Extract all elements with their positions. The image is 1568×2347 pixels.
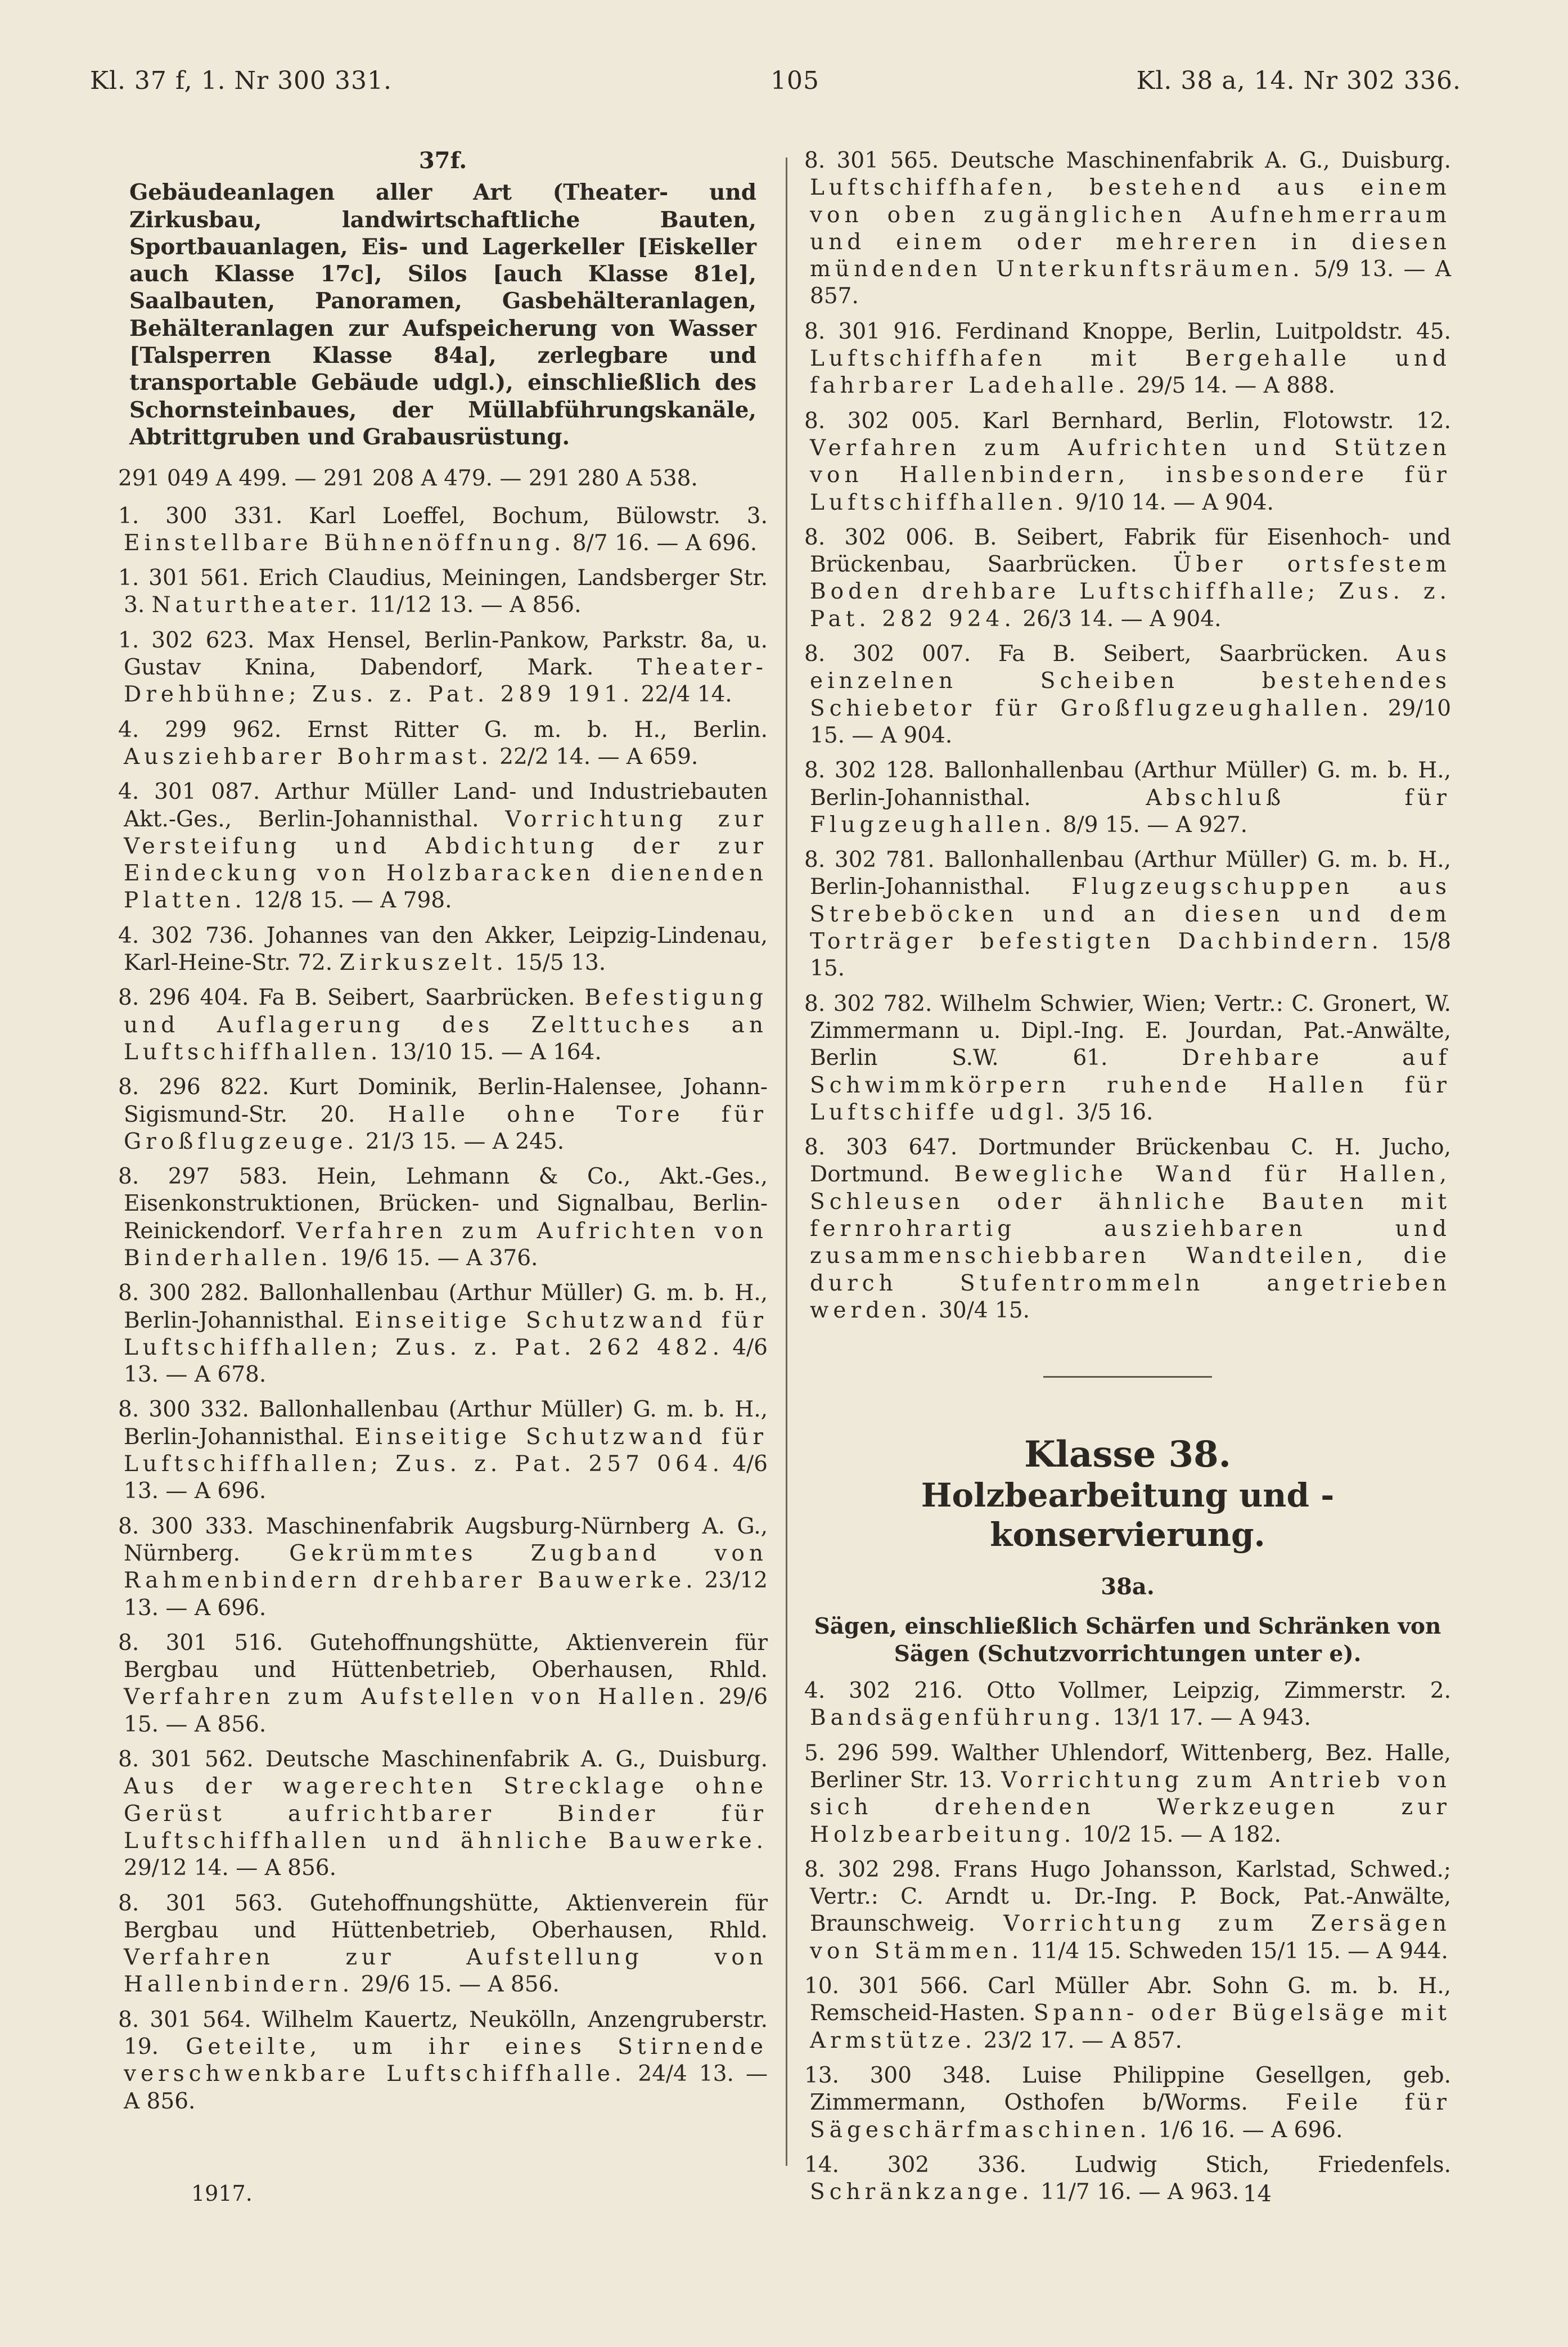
patent-holder: 13. 300 348. Luise Philippine Gesellgen, geb. Zimmermann, Osthofen b/Worms. <box>804 2062 1451 2116</box>
patent-date: 29/6 15. — A 856. <box>361 1972 560 1998</box>
patent-title: Abschluß für Flugzeughallen. <box>810 785 1451 838</box>
patent-title: Bandsägenführung. <box>810 1705 1106 1731</box>
patent-title: Geteilte, um ihr eines Stirnende verschwenkbare Luftschiffhalle. <box>124 2034 768 2087</box>
patent-title: Aus der wagerechten Strecklage ohne Gerüst aufrichtbarer Binder für Luftschiffhallen und ähnliche Bauwerke. <box>124 1774 768 1854</box>
patent-entry <box>804 1856 1451 1965</box>
patent-date: 24/4 13. — A 856. <box>124 2061 768 2114</box>
patent-title: Naturtheater. <box>151 592 362 618</box>
patent-entry <box>804 408 1451 516</box>
patent-holder: 1. 300 331. Karl Loeffel, Bochum, Bülowstr. 3. <box>118 503 768 529</box>
patent-date: 3/5 16. <box>1076 1099 1154 1125</box>
patent-title: Flugzeugschuppen aus Strebeböcken und an diesen und dem Torträger befestigten Dachbindern. <box>810 874 1451 955</box>
patent-title: Gekrümmtes Zugband von Rahmenbindern drehbarer Bauwerke. <box>124 1540 768 1594</box>
patent-date: 8/7 16. — A 696. <box>572 530 758 556</box>
patent-date: 11/7 16. — A 963. <box>1040 2179 1240 2205</box>
patent-date: 22/2 14. — A 659. <box>499 744 699 770</box>
patent-list-38a <box>804 1678 1451 2206</box>
patent-title: Zirkuszelt. <box>339 950 508 976</box>
patent-holder: 8. 302 005. Karl Bernhard, Berlin, Flotowstr. 12. <box>804 408 1451 434</box>
patent-date: 15/8 15. <box>810 929 1451 982</box>
patent-holder: 8. 303 647. Dortmunder Brückenbau C. H. Jucho, Dortmund. <box>804 1135 1451 1188</box>
patent-date: 13/10 15. — A 164. <box>389 1039 602 1065</box>
patent-entry <box>804 991 1451 1126</box>
patent-title: Vorrichtung zum Antrieb von sich drehenden Werkzeugen zur Holzbearbeitung. <box>810 1767 1451 1847</box>
patent-title: Verfahren zum Aufrichten und Stützen von Hallenbindern, insbesondere für Luftschiffhallen. <box>810 435 1451 515</box>
patent-entry <box>118 717 768 771</box>
patent-holder: 8. 301 563. Gutehoffnungshütte, Aktienverein für Bergbau und Hüttenbetrieb, Oberhausen, Rhld. <box>118 1890 768 1943</box>
section-heading: Gebäudeanlagen aller Art (Theater- und Zirkusbau, landwirtschaftliche Bauten, Sportbauanlagen, Eis- und Lagerkeller [Eiskeller auch Klasse 17c], Silos [auch Klasse 81e], Saalbauten, Panoramen, Gasbehälteranlagen, Behälteranlagen zur Aufspeicherung von Wasser [Talsperren Klasse 84a], zerlegbare und transportable Gebäude udgl.), einschließlich des Schornsteinbaues, der Müllabführungskanäle, Abtrittgruben und Grabausrüstung. <box>129 179 756 450</box>
patent-date: 22/4 14. <box>641 682 732 708</box>
patent-entry <box>804 641 1451 749</box>
patent-entry <box>118 1163 768 1272</box>
patent-entry <box>804 147 1451 311</box>
left-column <box>118 147 768 2123</box>
patent-entry <box>118 627 768 709</box>
patent-date: 10/2 15. — A 182. <box>1082 1822 1281 1847</box>
patent-title: Befestigung und Auflagerung des Zelttuches an Luftschiffhallen. <box>124 985 768 1065</box>
patent-date: 9/10 14. — A 904. <box>1075 489 1274 515</box>
patent-date: 1/6 16. — A 696. <box>1158 2117 1343 2143</box>
patent-holder: 14. 302 336. Ludwig Stich, Friedenfels. <box>804 2152 1451 2178</box>
patent-holder: 4. 302 216. Otto Vollmer, Leipzig, Zimmerstr. 2. <box>804 1678 1451 1704</box>
patent-title: Halle ohne Tore für Großflugzeuge. <box>124 1101 768 1154</box>
column-divider <box>786 158 787 2166</box>
patent-entry <box>118 503 768 557</box>
klasse-subtitle: Holzbearbeitung und -konservierung. <box>921 1476 1335 1554</box>
patent-entry <box>118 1513 768 1622</box>
patent-title: Spann- oder Bügelsäge mit Armstütze. <box>810 2000 1451 2053</box>
patent-entry <box>804 847 1451 982</box>
patent-date: 19/6 15. — A 376. <box>339 1245 538 1271</box>
section-38a-title: Sägen, einschließlich Schärfen und Schränken von Sägen (Schutzvorrichtungen unter e). <box>814 1613 1441 1667</box>
patent-holder: 8. 300 333. Maschinenfabrik Augsburg-Nürnberg A. G., Nürnberg. <box>118 1513 768 1566</box>
patent-date: 8/9 15. — A 927. <box>1062 812 1248 838</box>
patent-holder: 4. 301 087. Arthur Müller Land- und Industriebauten Akt.-Ges., Berlin-Johannisthal. <box>118 779 768 832</box>
patent-entry <box>804 524 1451 633</box>
patent-holder: 8. 302 007. Fa B. Seibert, Saarbrücken. <box>804 641 1369 667</box>
patent-entry <box>118 1630 768 1738</box>
patent-title: Einseitige Schutzwand für Luftschiffhallen; Zus. z. Pat. 257 064. <box>124 1424 768 1477</box>
patent-entry <box>118 565 768 619</box>
section-rule <box>1043 1376 1212 1378</box>
patent-date: 11/4 15. Schweden 15/1 15. — A 944. <box>1030 1938 1448 1964</box>
cross-references: 291 049 A 499. — 291 208 A 479. — 291 280 A 538. <box>118 466 698 492</box>
patent-holder: 8. 300 282. Ballonhallenbau (Arthur Müller) G. m. b. H., Berlin-Johannisthal. <box>118 1280 768 1333</box>
patent-entry <box>804 2152 1451 2206</box>
patent-entry <box>118 984 768 1066</box>
patent-date: 4/6 13. — A 696. <box>124 1451 768 1504</box>
patent-date: 29/10 15. — A 904. <box>810 695 1452 748</box>
patent-entry <box>804 1973 1451 2054</box>
patent-date: 30/4 15. <box>939 1297 1030 1323</box>
section-38a: 38a. <box>1101 1573 1155 1600</box>
section-37f: 37f. <box>418 147 467 174</box>
patent-title: Aus einzelnen Scheiben bestehendes Schiebetor für Großflugzeughallen. <box>810 641 1451 721</box>
patent-holder: 8. 296 822. Kurt Dominik, Berlin-Halensee, Johann-Sigismund-Str. 20. <box>118 1074 768 1127</box>
patent-title: Luftschiffhafen mit Bergehalle und fahrbarer Ladehalle. <box>810 346 1451 399</box>
patent-holder: 8. 302 298. Frans Hugo Johansson, Karlstad, Schwed.; Vertr.: C. Arndt u. Dr.-Ing. P. Bock, Pat.-Anwälte, Braunschweig. <box>804 1856 1451 1937</box>
patent-entry <box>118 1074 768 1155</box>
patent-entry <box>804 1678 1451 1732</box>
patent-date: 23/2 17. — A 857. <box>983 2027 1182 2053</box>
patent-holder: 8. 301 562. Deutsche Maschinenfabrik A. G., Duisburg. <box>118 1747 768 1773</box>
patent-entry <box>118 1890 768 1999</box>
patent-date: 4/6 13. — A 678. <box>124 1334 768 1388</box>
patent-title: Vorrichtung zur Versteifung und Abdichtung der zur Eindeckung von Holzbaracken dienenden Platten. <box>124 806 768 914</box>
patent-title: Verfahren zum Aufrichten von Binderhallen. <box>124 1218 768 1271</box>
patent-title: Bewegliche Wand für Hallen, Schleusen oder ähnliche Bauten mit fernrohrartig ausziehbaren und zusammenschiebbaren Wandteilen, die durch Stufentrommeln angetrieben werden. <box>810 1162 1451 1323</box>
patent-date: 26/3 14. — A 904. <box>1022 606 1222 632</box>
patent-date: 15/5 13. <box>515 950 606 976</box>
patent-holder: 10. 301 566. Carl Müller Abr. Sohn G. m. b. H., Remscheid-Hasten. <box>804 1973 1451 2026</box>
patent-entry <box>804 757 1451 839</box>
patent-entry <box>118 923 768 977</box>
patent-holder: 8. 297 583. Hein, Lehmann & Co., Akt.-Ges., Eisenkonstruktionen, Brücken- und Signalbau, Berlin-Reinickendorf. <box>118 1164 768 1244</box>
patent-title: Einstellbare Bühnenöffnung. <box>124 530 566 556</box>
patent-holder: 8. 300 332. Ballonhallenbau (Arthur Müller) G. m. b. H., Berlin-Johannisthal. <box>118 1397 768 1450</box>
patent-date: 13/1 17. — A 943. <box>1112 1705 1311 1731</box>
patent-entry <box>804 1134 1451 1324</box>
patent-entry <box>804 1740 1451 1849</box>
patent-date: 29/12 14. — A 856. <box>124 1855 337 1881</box>
patent-holder: 8. 302 781. Ballonhallenbau (Arthur Müller) G. m. b. H., Berlin-Johannisthal. <box>804 847 1451 900</box>
page-number: 105 <box>771 66 819 95</box>
header-right: Kl. 38 a, 14. Nr 302 336. <box>1136 66 1461 95</box>
patent-title: Über ortsfestem Boden drehbare Luftschiffhalle; Zus. z. Pat. 282 924. <box>810 552 1451 632</box>
patent-title: Feile für Sägeschärfmaschinen. <box>810 2090 1451 2143</box>
patent-entry <box>118 779 768 914</box>
footer-year: 1917. <box>191 2181 253 2206</box>
patent-holder: 8. 301 916. Ferdinand Knoppe, Berlin, Luitpoldstr. 45. <box>804 318 1451 344</box>
patent-date: 29/6 15. — A 856. <box>124 1684 768 1737</box>
patent-title: Verfahren zum Aufstellen von Hallen. <box>124 1684 710 1710</box>
patent-holder: 8. 301 516. Gutehoffnungshütte, Aktienverein für Bergbau und Hüttenbetrieb, Oberhausen, Rhld. <box>118 1630 768 1683</box>
patent-entry <box>118 2007 768 2115</box>
patent-title: Drehbare auf Schwimmkörpern ruhende Hallen für Luftschiffe udgl. <box>810 1045 1451 1125</box>
klasse-title: Klasse 38. <box>1024 1433 1231 1476</box>
patent-date: 11/12 13. — A 856. <box>368 592 582 618</box>
patent-date: 23/12 13. — A 696. <box>124 1568 768 1621</box>
patent-holder: 8. 302 128. Ballonhallenbau (Arthur Müller) G. m. b. H., Berlin-Johannisthal. <box>804 758 1451 811</box>
patent-holder: 1. 301 561. Erich Claudius, Meiningen, Landsberger Str. 3. <box>118 565 768 618</box>
patent-holder: 1. 302 623. Max Hensel, Berlin-Pankow, Parkstr. 8a, u. Gustav Knina, Dabendorf, Mark. <box>118 627 768 681</box>
patent-title: Schränkzange. <box>810 2179 1034 2205</box>
patent-title: Luftschiffhafen, bestehend aus einem von oben zugänglichen Aufnehmerraum und einem oder mehreren in diesen mündenden Unterkunftsräumen. <box>810 175 1451 282</box>
patent-holder: 4. 299 962. Ernst Ritter G. m. b. H., Berlin. <box>118 717 768 743</box>
patent-title: Vorrichtung zum Zersägen von Stämmen. <box>810 1911 1451 1964</box>
patent-holder: 8. 302 782. Wilhelm Schwier, Wien; Vertr.: C. Gronert, W. Zimmermann u. Dipl.-Ing. E. Jourdan, Pat.-Anwälte, Berlin S.W. 61. <box>804 991 1451 1071</box>
patent-entry <box>804 318 1451 400</box>
patent-holder: 8. 301 564. Wilhelm Kauertz, Neukölln, Anzengruberstr. 19. <box>118 2007 768 2060</box>
patent-list-37f-cont <box>804 147 1451 1324</box>
patent-title: Verfahren zur Aufstellung von Hallenbindern. <box>124 1945 768 1998</box>
patent-title: Ausziehbarer Bohrmast. <box>124 744 493 770</box>
patent-list-37f <box>118 503 768 2115</box>
right-column <box>804 147 1451 2214</box>
footer-signature: 14 <box>1243 2181 1272 2207</box>
patent-entry <box>118 1746 768 1882</box>
patent-holder: 8. 301 565. Deutsche Maschinenfabrik A. G., Duisburg. <box>804 148 1451 173</box>
patent-date: 29/5 14. — A 888. <box>1136 373 1336 399</box>
patent-title: Theater-Drehbühne; Zus. z. Pat. 289 191. <box>124 655 768 708</box>
patent-holder: 4. 302 736. Johannes van den Akker, Leipzig-Lindenau, Karl-Heine-Str. 72. <box>118 923 768 976</box>
header-left: Kl. 37 f, 1. Nr 300 331. <box>90 66 393 95</box>
patent-entry <box>118 1396 768 1505</box>
patent-entry <box>118 1280 768 1388</box>
patent-date: 12/8 15. — A 798. <box>253 888 452 914</box>
patent-holder: 8. 296 404. Fa B. Seibert, Saarbrücken. <box>118 985 575 1011</box>
patent-holder: 8. 302 006. B. Seibert, Fabrik für Eisenhoch- und Brückenbau, Saarbrücken. <box>804 524 1451 578</box>
patent-date: 21/3 15. — A 245. <box>365 1128 565 1154</box>
patent-entry <box>804 2062 1451 2144</box>
patent-holder: 5. 296 599. Walther Uhlendorf, Wittenberg, Bez. Halle, Berliner Str. 13. <box>804 1740 1451 1793</box>
patent-title: Einseitige Schutzwand für Luftschiffhallen; Zus. z. Pat. 262 482. <box>124 1307 768 1360</box>
patent-date: 5/9 13. — A 857. <box>810 257 1451 309</box>
